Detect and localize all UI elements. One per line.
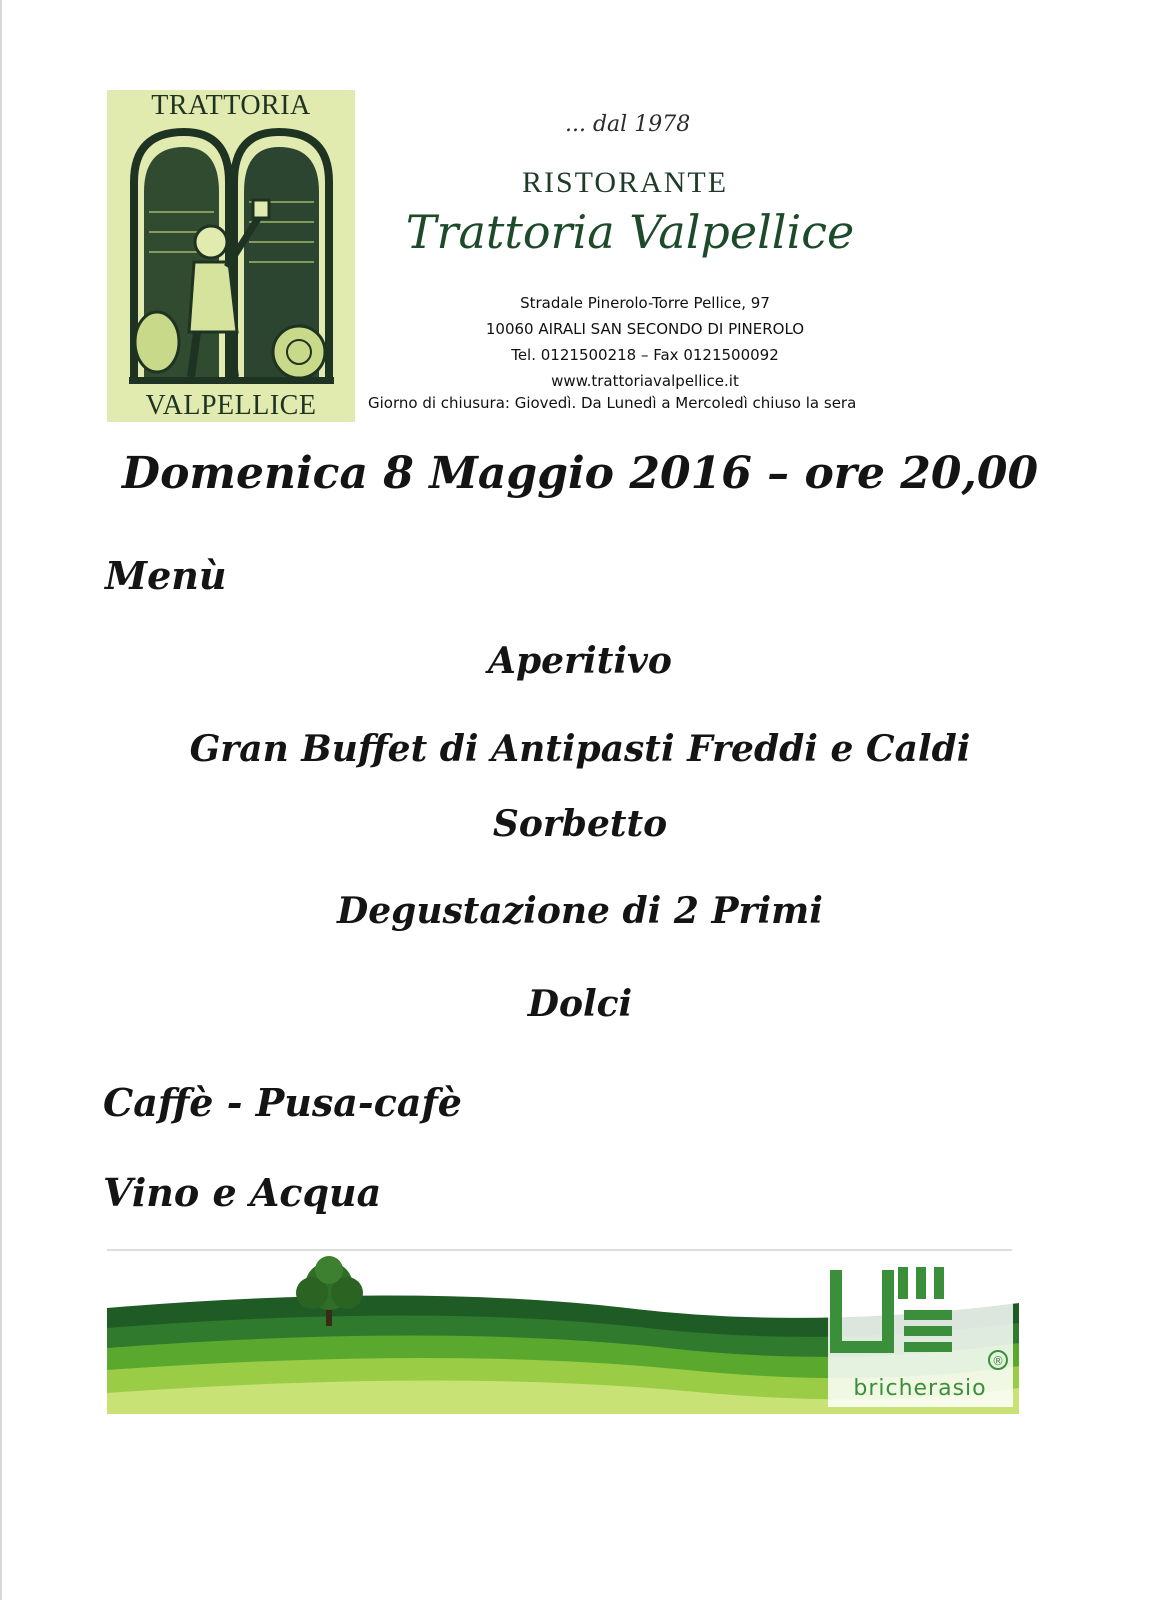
page-edge — [0, 0, 2, 1600]
restaurant-subtitle: RISTORANTE — [521, 166, 729, 199]
trattoria-logo — [107, 90, 355, 422]
logo-bottom-text: VALPELLICE — [145, 390, 317, 421]
menu-item-buffet: Gran Buffet di Antipasti Freddi e Caldi — [189, 728, 971, 770]
address-phone: Tel. 0121500218 – Fax 0121500092 — [511, 346, 779, 364]
restaurant-name: Trattoria Valpellice — [405, 205, 855, 259]
menu-item-sorbetto: Sorbetto — [492, 803, 668, 845]
menu-title: Menù — [105, 553, 227, 598]
sponsor-name: bricherasio — [853, 1376, 987, 1401]
logo-illustration — [129, 122, 334, 384]
menu-item-caffe: Caffè - Pusa-cafè — [103, 1080, 462, 1125]
menu-item-dolci: Dolci — [527, 983, 633, 1025]
since-tagline: ... dal 1978 — [565, 112, 691, 137]
address-street: Stradale Pinerolo-Torre Pellice, 97 — [520, 294, 770, 312]
address-website: www.trattoriavalpellice.it — [551, 372, 739, 390]
address-block — [455, 290, 835, 394]
registered-mark: ® — [992, 1354, 1004, 1368]
event-date: Domenica 8 Maggio 2016 – ore 20,00 — [121, 448, 1039, 499]
menu-item-aperitivo: Aperitivo — [488, 640, 672, 682]
address-city: 10060 AIRALI SAN SECONDO DI PINEROLO — [485, 320, 805, 338]
menu-item-vino: Vino e Acqua — [103, 1170, 382, 1215]
menu-item-degustazione: Degustazione di 2 Primi — [337, 890, 823, 932]
logo-top-text: TRATTORIA — [151, 90, 311, 121]
closing-days: Giorno di chiusura: Giovedì. Da Lunedì a Mercoledì chiuso la sera — [368, 394, 857, 412]
